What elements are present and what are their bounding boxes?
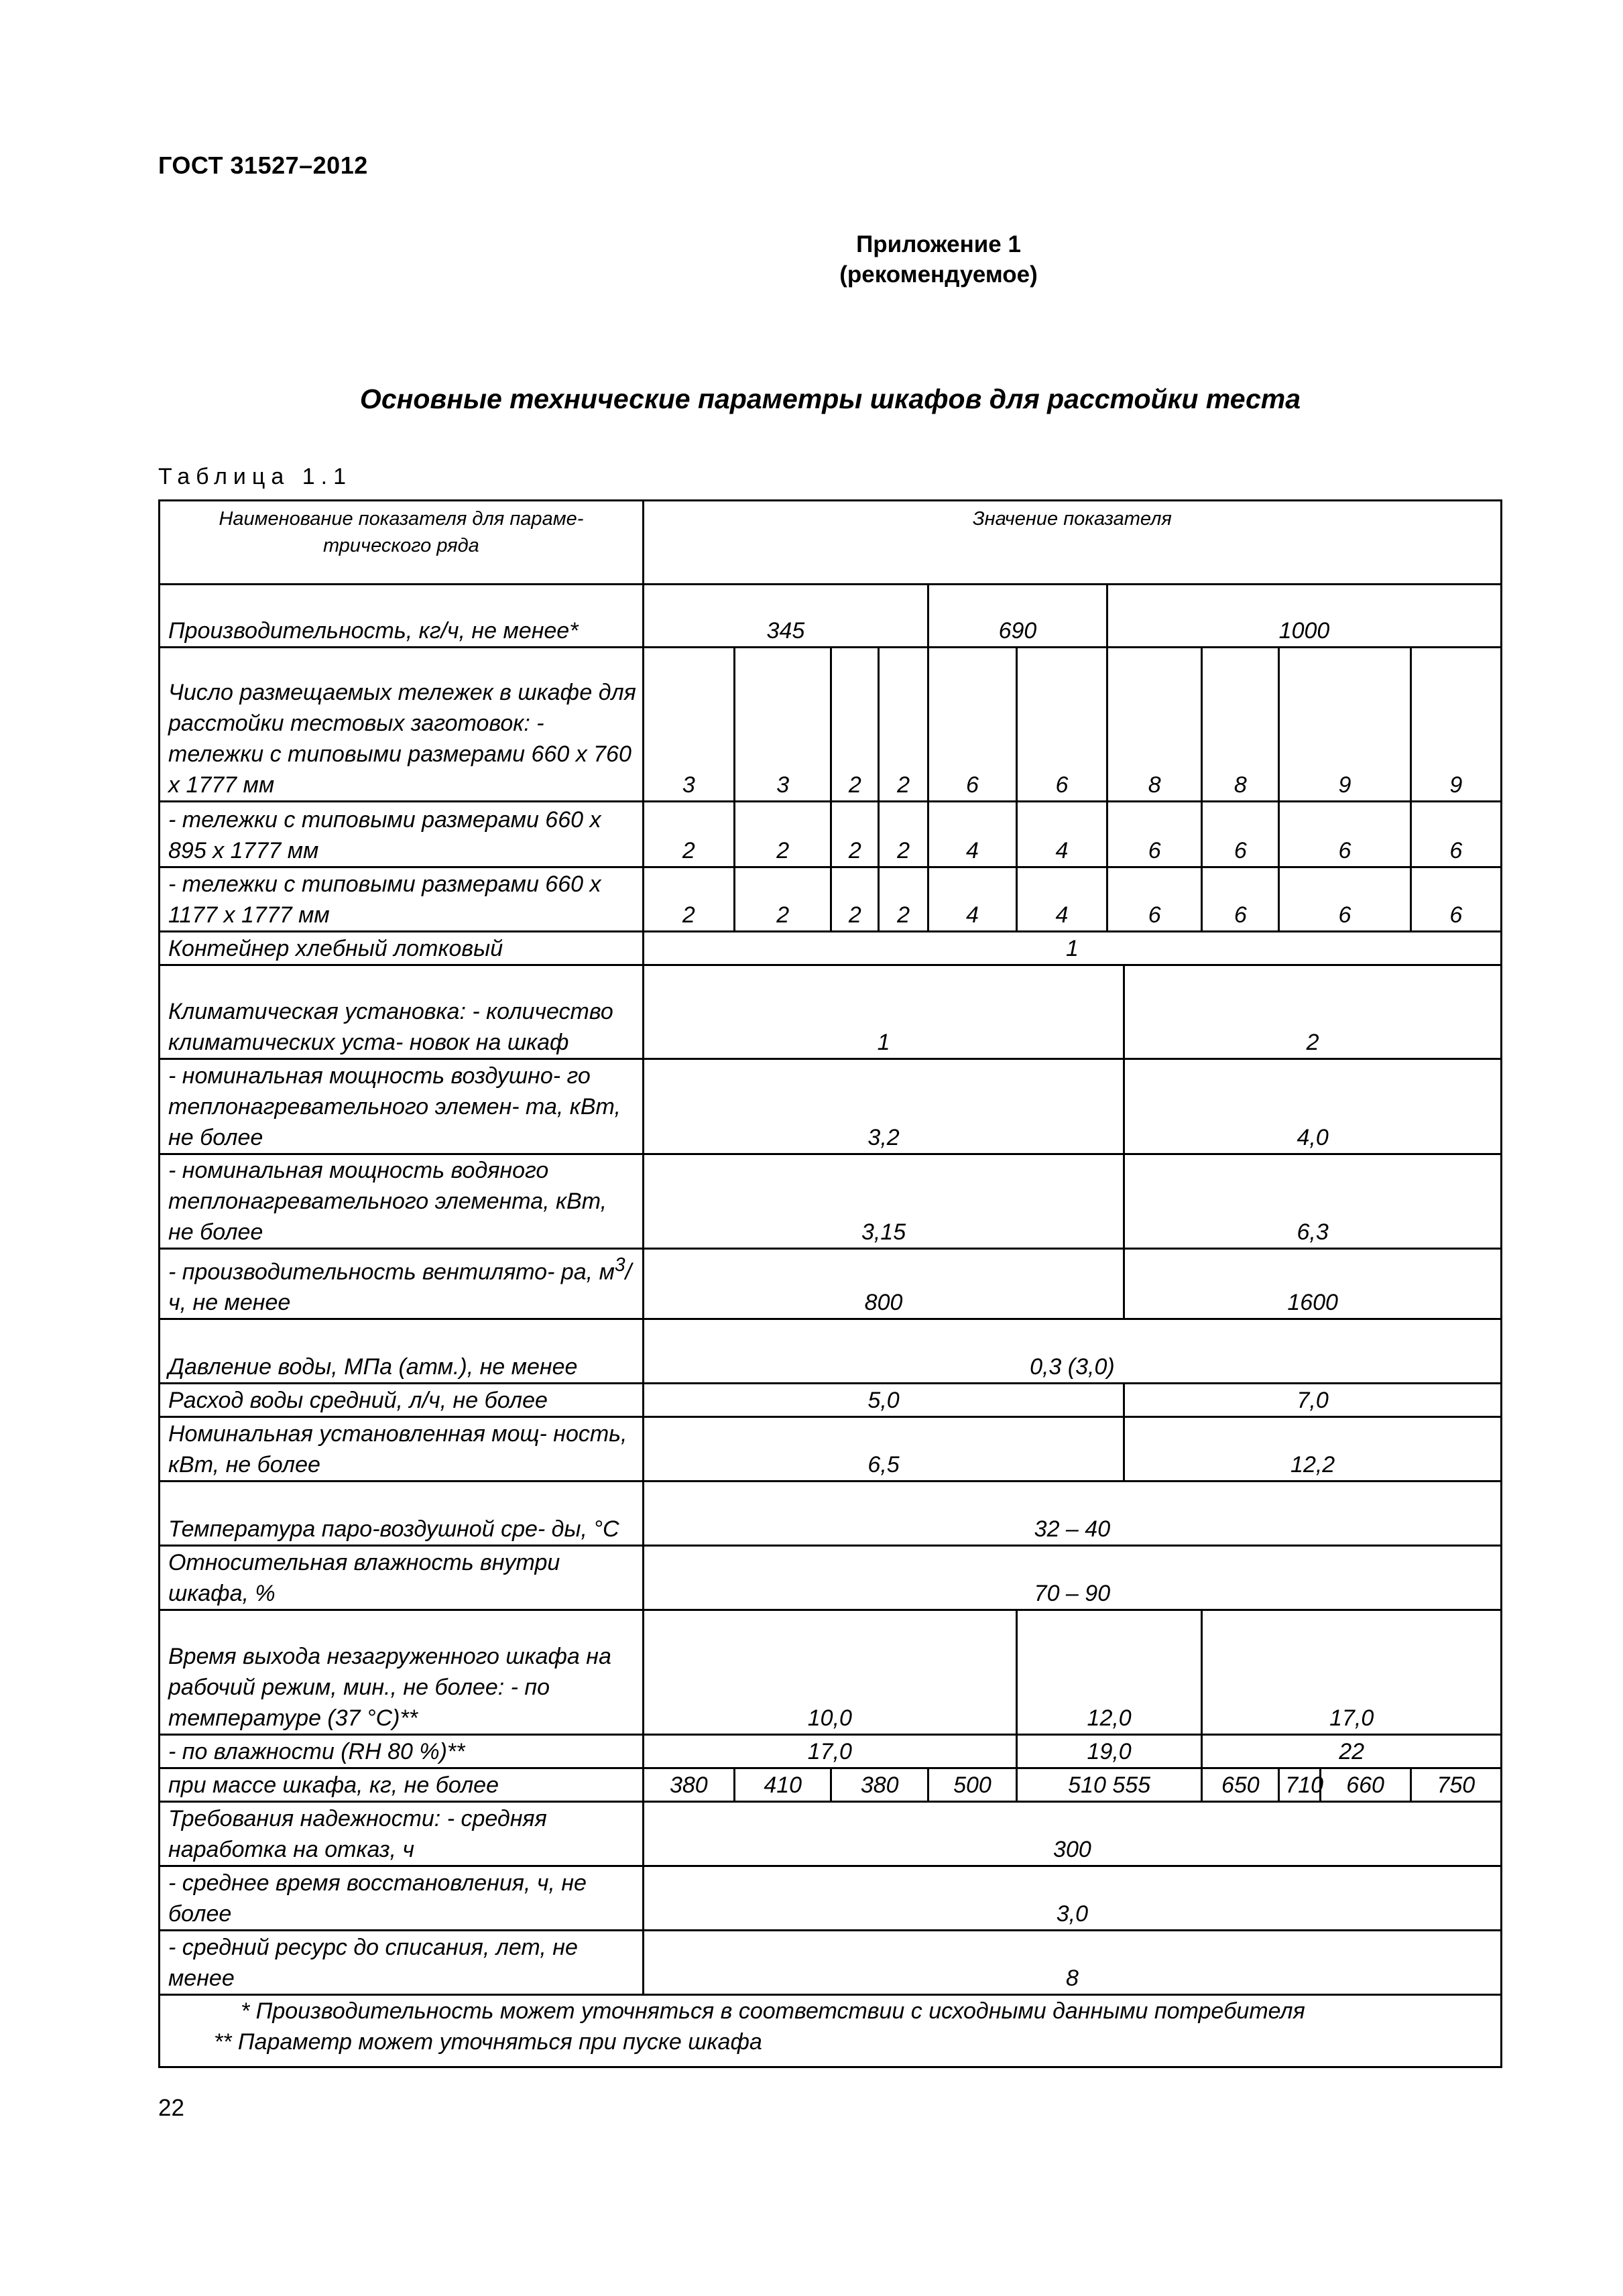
table-cell: 2 xyxy=(831,802,879,867)
table-cell: 22 xyxy=(1202,1735,1502,1768)
table-cell: 17,0 xyxy=(643,1735,1016,1768)
table-cell: 4 xyxy=(928,867,1017,932)
table-cell: 6 xyxy=(1410,867,1501,932)
table-row xyxy=(160,1866,1502,1931)
fan-label-text: - производительность вентилято- ра, м xyxy=(168,1259,615,1285)
row-label: Расход воды средний, л/ч, не более xyxy=(160,1384,644,1417)
table-cell: 300 xyxy=(643,1802,1501,1866)
row-label: Контейнер хлебный лотковый xyxy=(160,932,644,965)
table-cell: 345 xyxy=(643,585,928,648)
table-cell: 2 xyxy=(1124,965,1502,1059)
table-cell: 2 xyxy=(734,802,831,867)
table-cell: 2 xyxy=(643,802,734,867)
table-cell: 650 xyxy=(1202,1768,1279,1802)
table-cell: 2 xyxy=(879,648,928,802)
table-cell: 4 xyxy=(1016,867,1107,932)
table-cell: 6,5 xyxy=(643,1417,1124,1482)
table-row xyxy=(160,1931,1502,1995)
table-cell: 6,3 xyxy=(1124,1154,1502,1249)
table-cell: 9 xyxy=(1279,648,1410,802)
page-title: Основные технические параметры шкафов для расстойки теста xyxy=(359,383,1301,414)
table-row xyxy=(160,932,1502,965)
table-cell: 4 xyxy=(1016,802,1107,867)
table-cell: 6 xyxy=(1279,867,1410,932)
table-cell: 6 xyxy=(1202,802,1279,867)
table-cell: 3,0 xyxy=(643,1866,1501,1931)
table-cell: 4,0 xyxy=(1124,1059,1502,1154)
table-cell: 70 – 90 xyxy=(643,1546,1501,1610)
row-label: Климатическая установка: - количество климатических уста- новок на шкаф xyxy=(160,965,644,1059)
row-label: Температура паро-воздушной сре- ды, °С xyxy=(160,1482,644,1546)
row-label: при массе шкафа, кг, не более xyxy=(160,1768,644,1802)
row-label: - номинальная мощность воздушно- го теплонагревательного элемен- та, кВт, не более xyxy=(160,1059,644,1154)
appendix-label: Приложение 1 xyxy=(856,231,1021,257)
table-caption: Таблица 1.1 xyxy=(158,464,353,489)
table-cell: 8 xyxy=(1107,648,1201,802)
fan-label-unit: /ч, не менее xyxy=(168,1259,632,1316)
parameters-table xyxy=(158,499,1502,2068)
table-cell: 0,3 (3,0) xyxy=(643,1319,1501,1384)
table-cell: 2 xyxy=(831,648,879,802)
table-cell: 12,2 xyxy=(1124,1417,1502,1482)
table-cell: 9 xyxy=(1410,648,1501,802)
table-cell: 710 xyxy=(1279,1768,1320,1802)
table-cell: 410 xyxy=(734,1768,831,1802)
table-cell: 2 xyxy=(831,867,879,932)
table-cell: 6 xyxy=(928,648,1017,802)
table-row xyxy=(160,1154,1502,1249)
table-cell: 5,0 xyxy=(643,1384,1124,1417)
row-label: Относительная влажность внутри шкафа, % xyxy=(160,1546,644,1610)
table-cell: 660 xyxy=(1320,1768,1410,1802)
table-cell: 750 xyxy=(1410,1768,1501,1802)
table-cell: 3 xyxy=(643,648,734,802)
header-indicator-name: Наименование показателя для параме- трического ряда xyxy=(160,501,644,585)
row-label: Производительность, кг/ч, не менее* xyxy=(160,585,644,648)
table-cell: 32 – 40 xyxy=(643,1482,1501,1546)
table-cell: 500 xyxy=(928,1768,1017,1802)
table-cell: 1000 xyxy=(1107,585,1501,648)
table-cell: 6 xyxy=(1279,802,1410,867)
table-cell: 2 xyxy=(643,867,734,932)
table-row xyxy=(160,802,1502,867)
table-cell: 6 xyxy=(1107,802,1201,867)
row-label: Номинальная установленная мощ- ность, кВт, не более xyxy=(160,1417,644,1482)
table-cell: 17,0 xyxy=(1202,1610,1502,1735)
table-row xyxy=(160,965,1502,1059)
table-row xyxy=(160,648,1502,802)
fan-label-superscript: 3 xyxy=(614,1254,625,1276)
table-row xyxy=(160,1249,1502,1319)
row-label: - номинальная мощность водяного теплонагревательного элемента, кВт, не более xyxy=(160,1154,644,1249)
table-row xyxy=(160,585,1502,648)
table-cell: 2 xyxy=(734,867,831,932)
table-cell: 10,0 xyxy=(643,1610,1016,1735)
footnote-parameter: ** Параметр может уточняться при пуске шкафа xyxy=(214,2029,762,2055)
table-cell: 2 xyxy=(879,867,928,932)
footnote-productivity: * Производительность может уточняться в соответствии с исходными данными потребителя xyxy=(241,1998,1305,2025)
table-cell: 3,2 xyxy=(643,1059,1124,1154)
row-label: - среднее время восстановления, ч, не более xyxy=(160,1866,644,1931)
row-label: Число размещаемых тележек в шкафе для расстойки тестовых заготовок: - тележки с типовыми размерами 660 х 760 х 1777 мм xyxy=(160,648,644,802)
table-row xyxy=(160,1417,1502,1482)
row-label: Время выхода незагруженного шкафа на рабочий режим, мин., не более: - по температуре (37 °С)** xyxy=(160,1610,644,1735)
header-indicator-value: Значение показателя xyxy=(643,501,1501,585)
row-label xyxy=(160,1249,644,1319)
table-cell: 8 xyxy=(643,1931,1501,1995)
row-label: - средний ресурс до списания, лет, не менее xyxy=(160,1931,644,1995)
row-label: Давление воды, МПа (атм.), не менее xyxy=(160,1319,644,1384)
table-header-row xyxy=(160,501,1502,585)
table-cell: 3 xyxy=(734,648,831,802)
table-cell: 19,0 xyxy=(1016,1735,1201,1768)
row-label: - по влажности (RH 80 %)** xyxy=(160,1735,644,1768)
table-row xyxy=(160,1482,1502,1546)
table-cell: 6 xyxy=(1016,648,1107,802)
table-cell: 8 xyxy=(1202,648,1279,802)
table-row xyxy=(160,1384,1502,1417)
table-notes-row xyxy=(160,1995,1502,2067)
table-row xyxy=(160,1802,1502,1866)
table-row xyxy=(160,1319,1502,1384)
table-row xyxy=(160,1768,1502,1802)
table-cell: 3,15 xyxy=(643,1154,1124,1249)
table-cell: 6 xyxy=(1410,802,1501,867)
row-label: Требования надежности: - средняя наработка на отказ, ч xyxy=(160,1802,644,1866)
table-cell: 6 xyxy=(1202,867,1279,932)
row-label: - тележки с типовыми размерами 660 х 1177 х 1777 мм xyxy=(160,867,644,932)
table-notes xyxy=(160,1995,1502,2067)
table-row xyxy=(160,1546,1502,1610)
table-cell: 690 xyxy=(928,585,1107,648)
table-cell: 800 xyxy=(643,1249,1124,1319)
table-cell: 1 xyxy=(643,965,1124,1059)
table-cell: 510 555 xyxy=(1016,1768,1201,1802)
table-cell: 1600 xyxy=(1124,1249,1502,1319)
table-cell: 4 xyxy=(928,802,1017,867)
document-code: ГОСТ 31527–2012 xyxy=(158,152,368,179)
table-row xyxy=(160,1059,1502,1154)
table-row xyxy=(160,1610,1502,1735)
appendix-status: (рекомендуемое) xyxy=(839,261,1038,288)
table-cell: 380 xyxy=(643,1768,734,1802)
table-row xyxy=(160,867,1502,932)
table-cell: 12,0 xyxy=(1016,1610,1201,1735)
page-number: 22 xyxy=(158,2095,184,2121)
table-cell: 2 xyxy=(879,802,928,867)
table-row xyxy=(160,1735,1502,1768)
table-cell: 6 xyxy=(1107,867,1201,932)
row-label: - тележки с типовыми размерами 660 х 895 х 1777 мм xyxy=(160,802,644,867)
table-cell: 380 xyxy=(831,1768,928,1802)
table-cell: 7,0 xyxy=(1124,1384,1502,1417)
table-cell: 1 xyxy=(643,932,1501,965)
